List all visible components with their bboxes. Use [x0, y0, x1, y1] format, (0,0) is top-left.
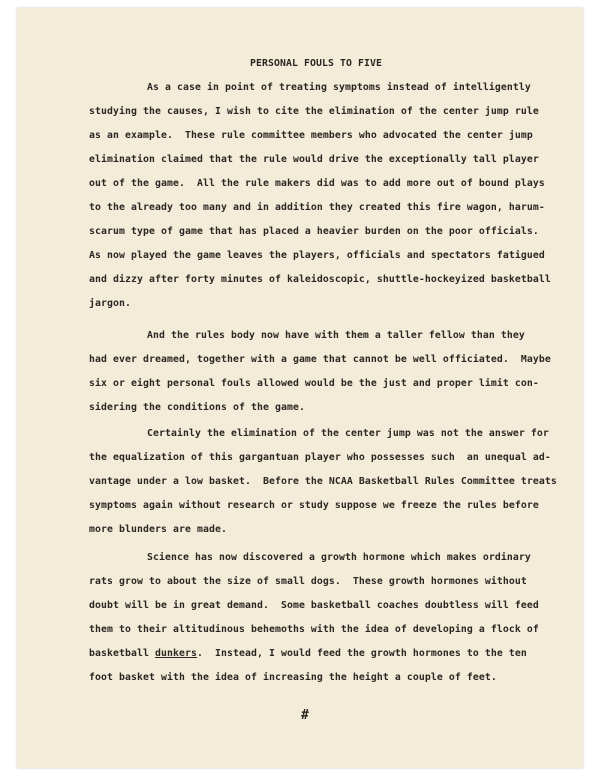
document-title: PERSONAL FOULS TO FIVE	[250, 58, 382, 69]
end-mark: #	[301, 708, 309, 723]
paragraph-line: rats grow to about the size of small dogs. These growth hormones without	[89, 576, 527, 587]
paragraph-line: symptoms again without research or study suppose we freeze the rules before	[89, 500, 539, 511]
paragraph-line: elimination claimed that the rule would drive the exceptionally tall player	[89, 154, 539, 165]
paragraph-line: the equalization of this gargantuan player who possesses such an unequal ad-	[89, 452, 551, 463]
paragraph-line: out of the game. All the rule makers did was to add more out of bound plays	[89, 178, 545, 189]
paragraph-line: as an example. These rule committee members who advocated the center jump	[89, 130, 533, 141]
paragraph-line: and dizzy after forty minutes of kaleidoscopic, shuttle-hockeyized basketball	[89, 274, 551, 285]
line-text: . Instead, I would feed the growth hormones to the ten	[196, 648, 527, 659]
line-text: basketball	[89, 648, 155, 659]
paragraph-line: studying the causes, I wish to cite the elimination of the center jump rule	[89, 106, 539, 117]
paragraph-line: Certainly the elimination of the center jump was not the answer for	[147, 428, 549, 439]
paragraph-line: As now played the game leaves the players, officials and spectators fatigued	[89, 250, 545, 261]
paragraph-line: scarum type of game that has placed a heavier burden on the poor officials.	[89, 226, 539, 237]
paragraph-line: to the already too many and in addition they created this fire wagon, harum-	[89, 202, 545, 213]
paragraph-line: jargon.	[89, 298, 131, 309]
paragraph-line: sidering the conditions of the game.	[89, 402, 305, 413]
paragraph-line: vantage under a low basket. Before the NCAA Basketball Rules Committee treats	[89, 476, 557, 487]
paragraph-line: Science has now discovered a growth hormone which makes ordinary	[147, 552, 531, 563]
paragraph-line: six or eight personal fouls allowed would be the just and proper limit con-	[89, 378, 539, 389]
paragraph-line	[89, 648, 527, 659]
paragraph-line: And the rules body now have with them a taller fellow than they	[147, 330, 525, 341]
document-page	[17, 8, 583, 768]
paragraph-line: them to their altitudinous behemoths with the idea of developing a flock of	[89, 624, 539, 635]
paragraph-line: more blunders are made.	[89, 524, 227, 535]
paragraph-line: foot basket with the idea of increasing the height a couple of feet.	[89, 672, 497, 683]
underlined-word: dunkers	[154, 648, 197, 659]
paragraph-line: had ever dreamed, together with a game that cannot be well officiated. Maybe	[89, 354, 551, 365]
paragraph-line: doubt will be in great demand. Some basketball coaches doubtless will feed	[89, 600, 539, 611]
paragraph-line: As a case in point of treating symptoms instead of intelligently	[147, 82, 531, 93]
